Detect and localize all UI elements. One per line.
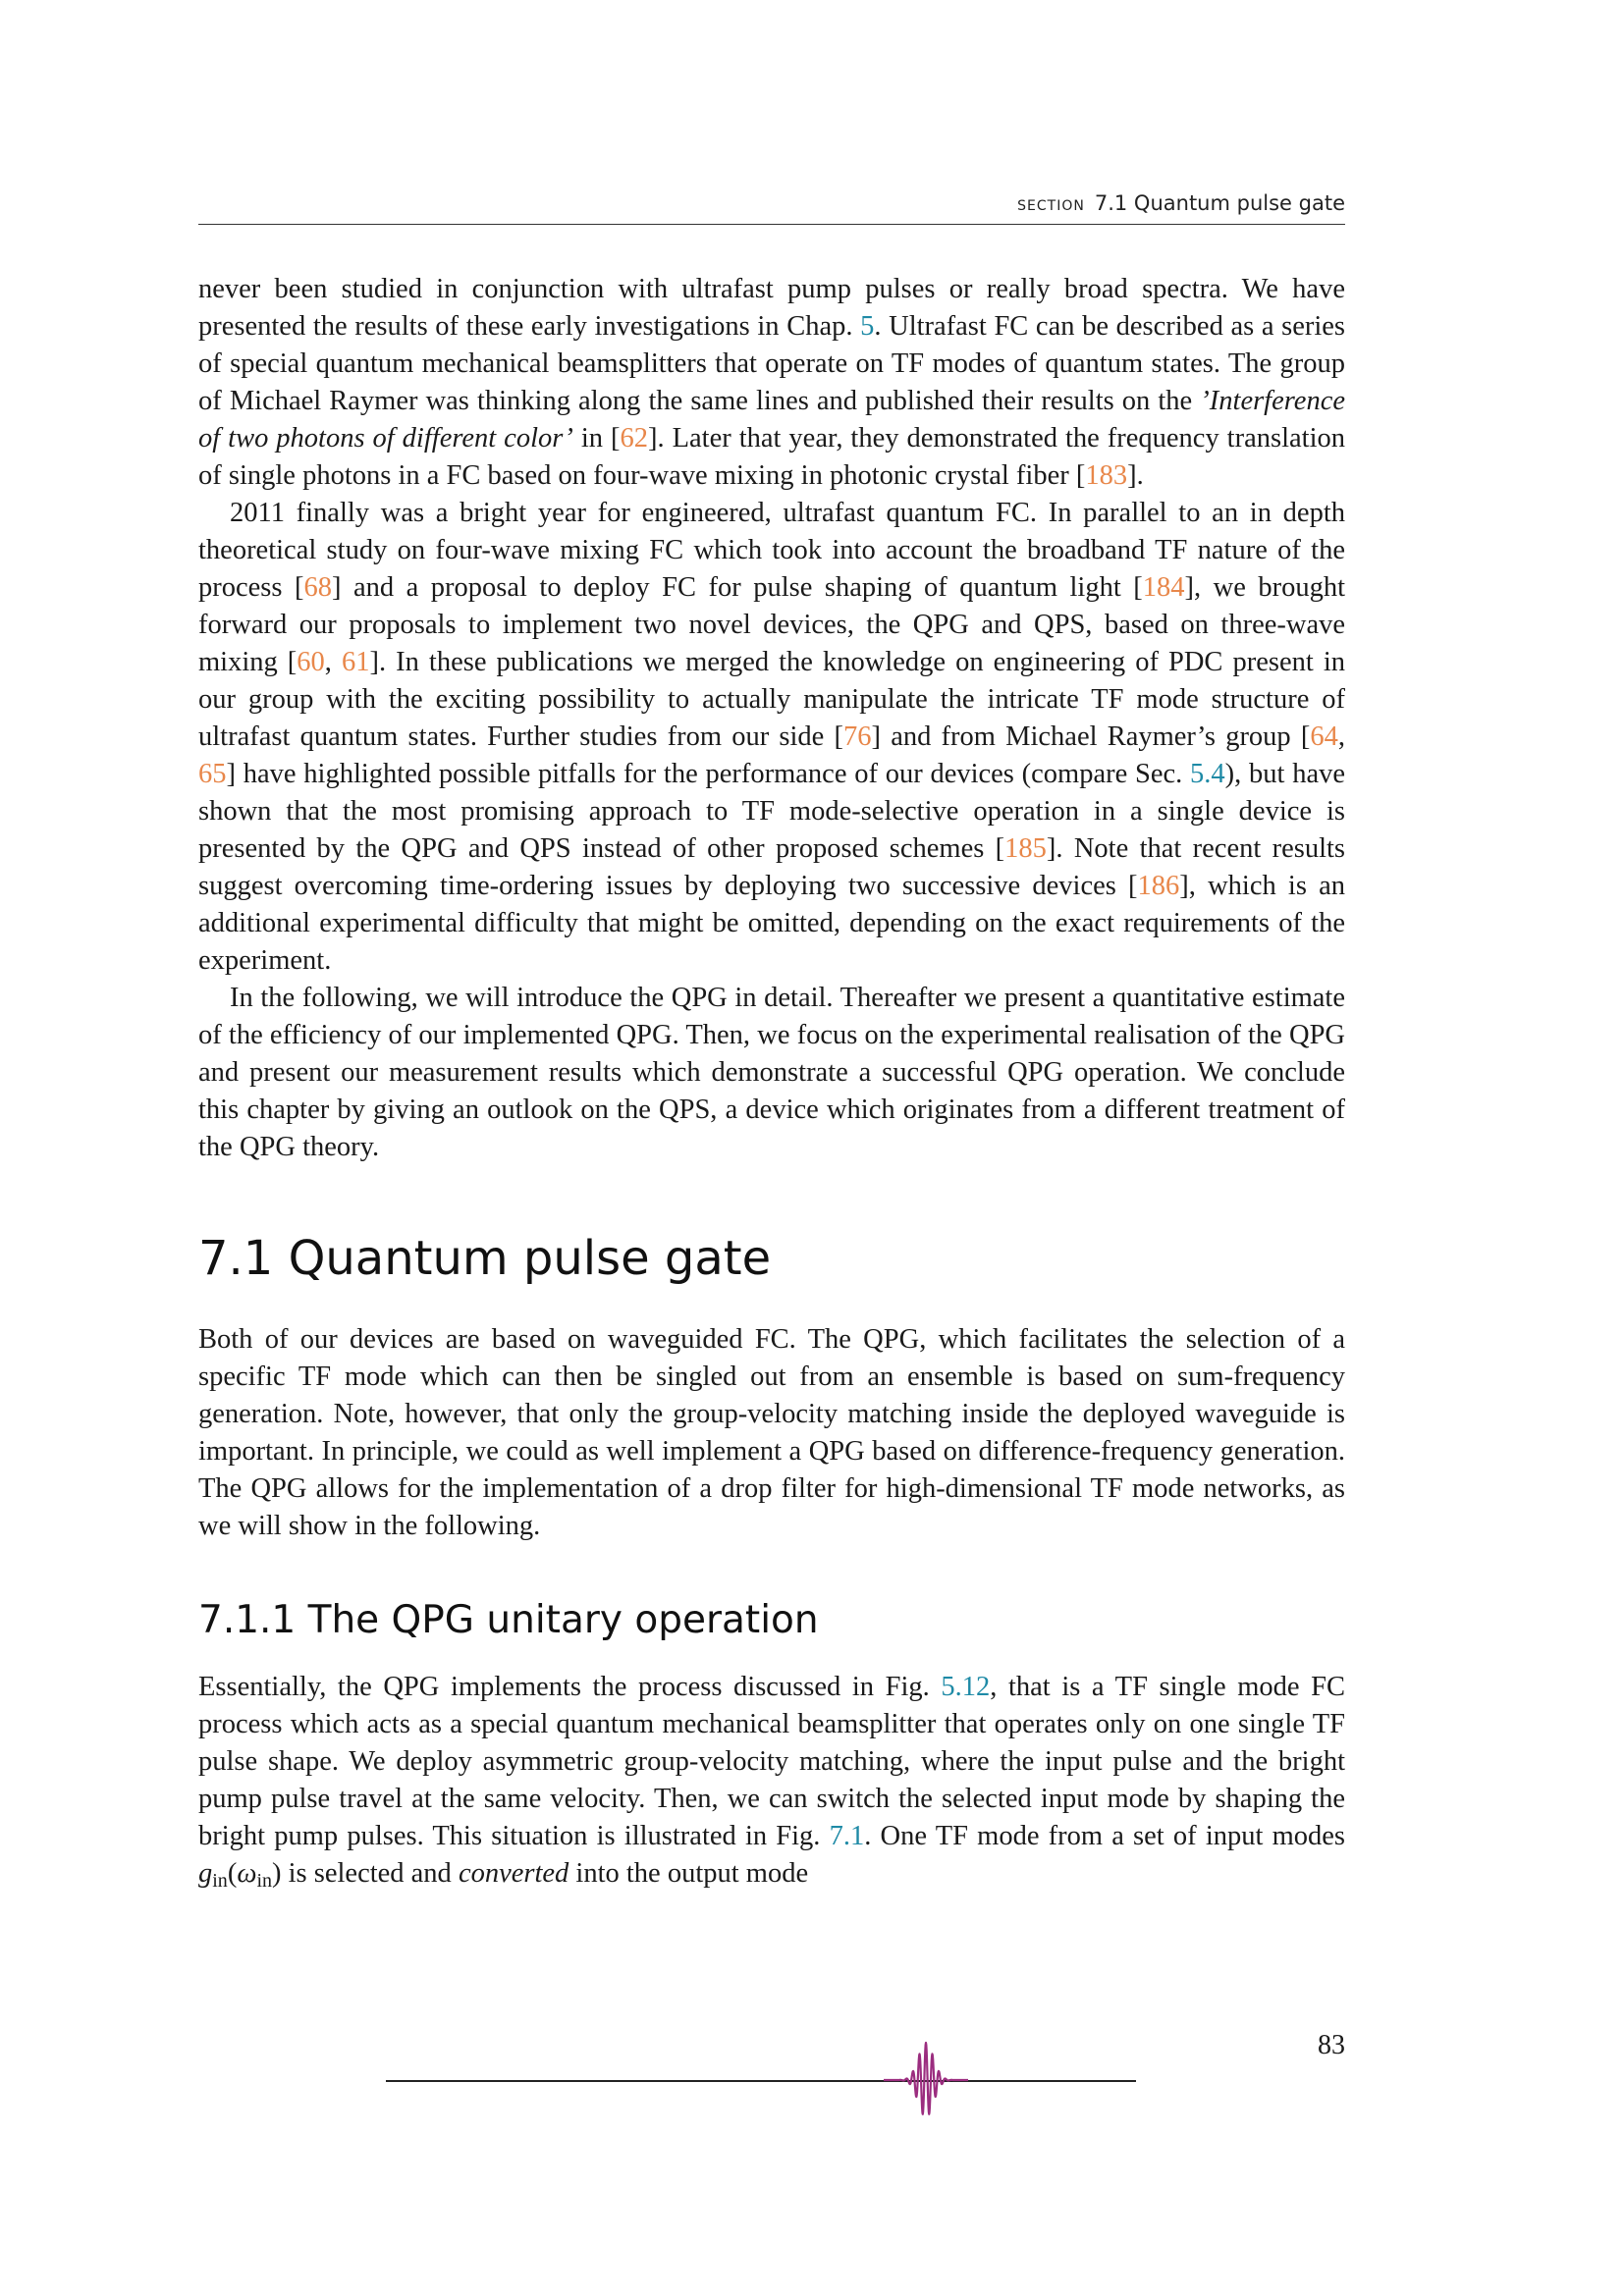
header-section-title: 7.1 Quantum pulse gate	[1094, 191, 1345, 215]
footer-rule	[386, 2080, 1136, 2082]
quoted-title: ’Interference of two photons of different color’	[198, 386, 1345, 454]
inline-math-g-in: $g_{in}(\omega_{in})$	[198, 1858, 282, 1892]
emphasis-converted: converted	[458, 1858, 569, 1889]
paragraph-3: In the following, we will introduce the QPG in detail. Thereafter we present a quantitative estimate of the efficiency of our implemented QPG. Then, we focus on the experimental realisation of the QPG and present our measurement results which demonstrate a successful QPG operation. We conclude this chapter by giving an outlook on the QPS, a device which originates from a different treatment of the QPG theory.	[198, 983, 1345, 1162]
paragraph-4: Both of our devices are based on waveguided FC. The QPG, which facilitates the selection of a specific TF mode which can then be singled out from an ensemble is based on sum-frequency generation. Note, however, that only the group-velocity matching inside the deployed waveguide is important. In principle, we could as well implement a QPG based on difference-frequency generation. The QPG allows for the implementation of a drop filter for high-dimensional TF mode networks, as we will show in the following.	[198, 1324, 1345, 1541]
ref-figure-7-1[interactable]: 7.1	[829, 1821, 865, 1851]
header-section-label: section	[1017, 191, 1085, 215]
page-body	[198, 271, 1345, 1899]
citation-183[interactable]: 183	[1085, 460, 1128, 491]
wave-pulse-icon	[884, 2038, 968, 2122]
citation-65[interactable]: 65	[198, 759, 227, 789]
citation-61[interactable]: 61	[341, 647, 370, 677]
citation-62[interactable]: 62	[620, 423, 649, 454]
section-heading: 7.1 Quantum pulse gate	[198, 1231, 772, 1286]
subsection-heading: 7.1.1 The QPG unitary operation	[198, 1598, 819, 1642]
paragraph-5: Essentially, the QPG implements the process discussed in Fig. 5.12, that is a TF single mode FC process which acts as a special quantum mechanical beamsplitter that operates only on one single TF pulse shape. We deploy asymmetric group-velocity matching, where the input pulse and the bright pump pulse travel at the same velocity. Then, we can switch the selected input mode by shaping the bright pump pulses. This situation is illustrated in Fig. 7.1. One TF mode from a set of input modes $g_{in}(\omega_{in})$ is selected and converted into the output mode	[198, 1672, 1345, 1892]
citation-185[interactable]: 185	[1004, 833, 1047, 864]
citation-64[interactable]: 64	[1310, 721, 1338, 752]
ref-figure-5-12[interactable]: 5.12	[941, 1672, 991, 1702]
ref-section-5-4[interactable]: 5.4	[1190, 759, 1225, 789]
running-header	[198, 190, 1345, 225]
paragraph-1: never been studied in conjunction with ultrafast pump pulses or really broad spectra. We have presented the results of these early investigations in Chap. 5. Ultrafast FC can be described as a series of special quantum mechanical beamsplitters that operate on TF modes of quantum states. The group of Michael Raymer was thinking along the same lines and published their results on the ’Interference of two photons of different color’ in [62]. Later that year, they demonstrated the frequency translation of single photons in a FC based on four-wave mixing in photonic crystal fiber [183].	[198, 274, 1345, 491]
citation-68[interactable]: 68	[303, 572, 332, 603]
ref-chapter-5[interactable]: 5	[860, 311, 875, 342]
citation-60[interactable]: 60	[297, 647, 325, 677]
paragraph-2: 2011 finally was a bright year for engineered, ultrafast quantum FC. In parallel to an in depth theoretical study on four-wave mixing FC which took into account the broadband TF nature of the process [68] and a proposal to deploy FC for pulse shaping of quantum light [184], we brought forward our proposals to implement two novel devices, the QPG and QPS, based on three-wave mixing [60, 61]. In these publications we merged the knowledge on engineering of PDC present in our group with the exciting possibility to actually manipulate the intricate TF mode structure of ultrafast quantum states. Further studies from our side [76] and from Michael Raymer’s group [64, 65] have highlighted possible pitfalls for the performance of our devices (compare Sec. 5.4), but have shown that the most promising approach to TF mode-selective operation in a single device is presented by the QPG and QPS instead of other proposed schemes [185]. Note that recent results suggest overcoming time-ordering issues by deploying two successive devices [186], which is an additional experimental difficulty that might be omitted, depending on the exact requirements of the experiment.	[198, 498, 1346, 976]
citation-184[interactable]: 184	[1142, 572, 1185, 603]
citation-186[interactable]: 186	[1137, 871, 1180, 901]
citation-76[interactable]: 76	[843, 721, 872, 752]
page-number: 83	[1318, 2030, 1345, 2060]
